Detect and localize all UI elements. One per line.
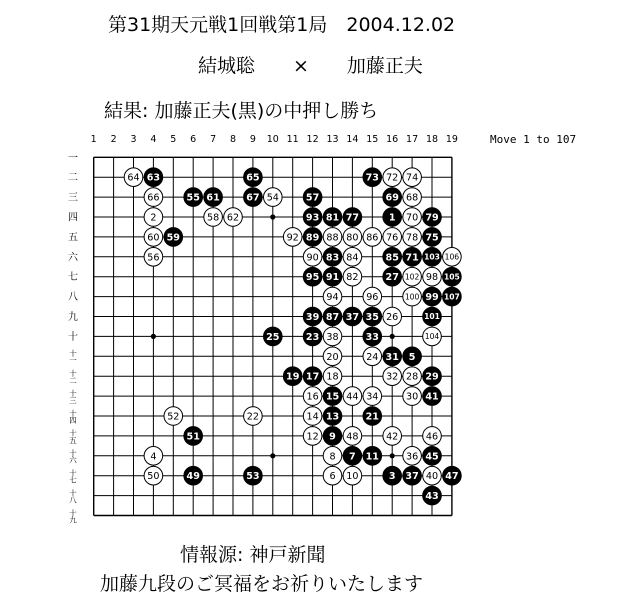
move-number: 84 xyxy=(346,252,359,264)
move-number: 68 xyxy=(405,192,419,204)
column-label: 7 xyxy=(210,134,217,145)
move-number: 55 xyxy=(186,192,200,204)
row-label: 八 xyxy=(68,292,78,304)
move-number: 8 xyxy=(329,451,336,463)
move-number: 23 xyxy=(305,331,320,343)
move-number: 13 xyxy=(325,411,340,423)
column-label: 4 xyxy=(150,134,157,145)
move-number: 31 xyxy=(385,351,399,363)
move-number: 72 xyxy=(386,172,399,184)
row-label: 五 xyxy=(68,232,78,244)
column-label: 9 xyxy=(249,134,256,145)
row-label: 一 xyxy=(68,152,78,164)
move-number: 33 xyxy=(365,331,379,343)
move-number: 46 xyxy=(425,431,439,443)
move-number: 88 xyxy=(326,232,339,244)
move-number: 21 xyxy=(365,411,379,423)
move-number: 51 xyxy=(186,431,200,443)
column-label: 5 xyxy=(170,134,177,145)
move-number: 7 xyxy=(349,451,356,463)
move-number: 14 xyxy=(306,411,319,423)
row-label: 十 xyxy=(69,388,77,398)
move-number: 90 xyxy=(306,252,319,264)
move-number: 24 xyxy=(366,351,379,363)
row-label: 六 xyxy=(69,455,77,465)
move-number: 5 xyxy=(408,351,416,363)
row-label: 十 xyxy=(69,368,77,378)
move-number: 82 xyxy=(346,272,359,284)
column-label: 17 xyxy=(406,134,419,145)
row-label: 七 xyxy=(69,475,77,485)
move-number: 48 xyxy=(346,431,359,443)
move-number: 104 xyxy=(424,332,440,342)
move-number: 9 xyxy=(329,431,336,443)
move-number: 85 xyxy=(385,252,399,264)
move-number: 105 xyxy=(443,272,460,282)
move-number: 73 xyxy=(365,172,379,184)
row-label: 十 xyxy=(69,408,77,418)
hoshi-point xyxy=(390,334,395,339)
row-label: 九 xyxy=(69,515,77,525)
move-number: 30 xyxy=(405,391,419,403)
move-number: 28 xyxy=(405,371,419,383)
move-number: 42 xyxy=(386,431,399,443)
move-number: 75 xyxy=(425,232,439,244)
row-label: 七 xyxy=(68,272,78,284)
move-number: 107 xyxy=(443,292,460,302)
move-number: 87 xyxy=(325,311,340,323)
move-number: 25 xyxy=(266,331,280,343)
move-number: 19 xyxy=(286,371,300,383)
move-number: 34 xyxy=(366,391,379,403)
move-number: 41 xyxy=(425,391,439,403)
column-label: 10 xyxy=(266,134,279,145)
move-number: 70 xyxy=(405,212,419,224)
move-number: 39 xyxy=(305,311,320,323)
move-number: 22 xyxy=(246,411,260,423)
move-number: 26 xyxy=(386,311,399,323)
move-number: 92 xyxy=(286,232,299,244)
column-label: 11 xyxy=(286,134,299,145)
row-label: 三 xyxy=(68,192,78,204)
move-number: 36 xyxy=(405,451,419,463)
move-number: 6 xyxy=(329,471,336,483)
move-number: 12 xyxy=(306,431,319,443)
move-number: 16 xyxy=(306,391,319,403)
move-number: 50 xyxy=(147,471,160,483)
move-number: 37 xyxy=(345,311,360,323)
row-label: 十 xyxy=(69,448,77,458)
move-number: 79 xyxy=(425,212,439,224)
move-number: 59 xyxy=(166,232,180,244)
move-number: 91 xyxy=(325,272,340,284)
column-label: 2 xyxy=(110,134,117,145)
column-label: 18 xyxy=(425,134,439,145)
move-number: 96 xyxy=(366,292,379,304)
hoshi-point xyxy=(390,453,395,458)
row-label: 十 xyxy=(69,508,77,518)
row-label: 十 xyxy=(69,349,77,359)
move-number: 27 xyxy=(385,272,399,284)
row-label: 八 xyxy=(69,495,77,505)
row-label: 六 xyxy=(68,252,78,264)
row-label: 四 xyxy=(68,212,78,224)
move-range-label: Move 1 to 107 xyxy=(490,133,577,146)
move-number: 47 xyxy=(445,471,459,483)
row-label: 四 xyxy=(69,415,77,425)
game-title: 第31期天元戦1回戦第1局 2004.12.02 xyxy=(108,14,456,36)
move-number: 58 xyxy=(206,212,220,224)
move-number: 76 xyxy=(386,232,399,244)
column-label: 19 xyxy=(445,134,458,145)
column-label: 13 xyxy=(326,134,339,145)
move-number: 54 xyxy=(266,192,279,204)
column-label: 14 xyxy=(346,134,359,145)
move-number: 65 xyxy=(246,172,260,184)
column-label: 12 xyxy=(306,134,319,145)
row-label: 二 xyxy=(68,172,78,184)
move-number: 100 xyxy=(404,292,420,302)
column-label: 8 xyxy=(229,134,237,145)
move-number: 35 xyxy=(365,311,379,323)
move-number: 98 xyxy=(425,272,439,284)
row-label: 一 xyxy=(69,356,77,366)
players-line: 結城聡 × 加藤正夫 xyxy=(198,55,423,77)
move-number: 40 xyxy=(425,471,439,483)
move-number: 57 xyxy=(305,192,320,204)
move-number: 77 xyxy=(345,212,360,224)
move-number: 2 xyxy=(150,212,157,224)
move-number: 18 xyxy=(326,371,339,383)
move-number: 71 xyxy=(405,252,419,264)
move-number: 4 xyxy=(150,451,157,463)
move-number: 86 xyxy=(366,232,379,244)
move-number: 74 xyxy=(405,172,419,184)
move-number: 62 xyxy=(226,212,240,224)
move-number: 66 xyxy=(147,192,160,204)
row-label: 三 xyxy=(69,395,77,405)
move-number: 67 xyxy=(246,192,260,204)
move-number: 99 xyxy=(425,292,439,304)
row-label: 五 xyxy=(69,435,77,445)
hoshi-point xyxy=(270,453,275,458)
hoshi-point xyxy=(151,334,156,339)
move-number: 81 xyxy=(325,212,340,224)
column-label: 16 xyxy=(386,134,399,145)
move-number: 95 xyxy=(305,272,320,284)
move-number: 38 xyxy=(326,331,339,343)
row-label: 十 xyxy=(68,331,78,343)
move-number: 60 xyxy=(147,232,160,244)
move-number: 103 xyxy=(424,252,440,262)
move-number: 89 xyxy=(305,232,320,244)
row-label: 九 xyxy=(68,312,78,323)
move-number: 44 xyxy=(346,391,359,403)
move-number: 29 xyxy=(425,371,439,383)
column-label: 3 xyxy=(130,134,137,145)
move-number: 69 xyxy=(385,192,399,204)
move-number: 53 xyxy=(246,471,260,483)
row-label: 二 xyxy=(69,376,77,386)
move-number: 102 xyxy=(404,272,420,282)
move-number: 78 xyxy=(405,232,419,244)
move-number: 61 xyxy=(206,192,220,204)
move-number: 56 xyxy=(147,252,160,264)
move-number: 64 xyxy=(127,172,140,184)
move-number: 101 xyxy=(424,312,440,322)
row-label: 十 xyxy=(69,468,77,478)
move-number: 49 xyxy=(186,471,200,483)
move-number: 106 xyxy=(444,252,460,262)
source-credit: 情報源: 神戸新聞 xyxy=(180,544,326,566)
move-number: 11 xyxy=(365,451,379,463)
column-label: 1 xyxy=(90,134,97,145)
hoshi-point xyxy=(270,214,275,219)
move-number: 94 xyxy=(326,292,339,304)
move-number: 37 xyxy=(405,471,419,483)
game-result: 結果: 加藤正夫(黒)の中押し勝ち xyxy=(104,100,379,122)
memorial-message: 加藤九段のご冥福をお祈りいたします xyxy=(100,573,424,595)
move-number: 20 xyxy=(326,351,339,363)
move-number: 80 xyxy=(346,232,359,244)
move-number: 10 xyxy=(346,471,359,483)
move-number: 3 xyxy=(388,471,396,483)
move-number: 93 xyxy=(305,212,320,224)
move-number: 32 xyxy=(386,371,399,383)
move-number: 52 xyxy=(167,411,180,423)
row-label: 十 xyxy=(69,488,77,498)
move-number: 15 xyxy=(325,391,340,403)
column-label: 15 xyxy=(366,134,379,145)
row-label: 十 xyxy=(69,428,77,438)
move-number: 45 xyxy=(425,451,439,463)
column-label: 6 xyxy=(190,134,197,145)
move-number: 43 xyxy=(425,491,439,503)
move-number: 1 xyxy=(388,212,396,224)
move-number: 17 xyxy=(305,371,320,383)
move-number: 63 xyxy=(146,172,161,184)
move-number: 83 xyxy=(325,252,340,264)
